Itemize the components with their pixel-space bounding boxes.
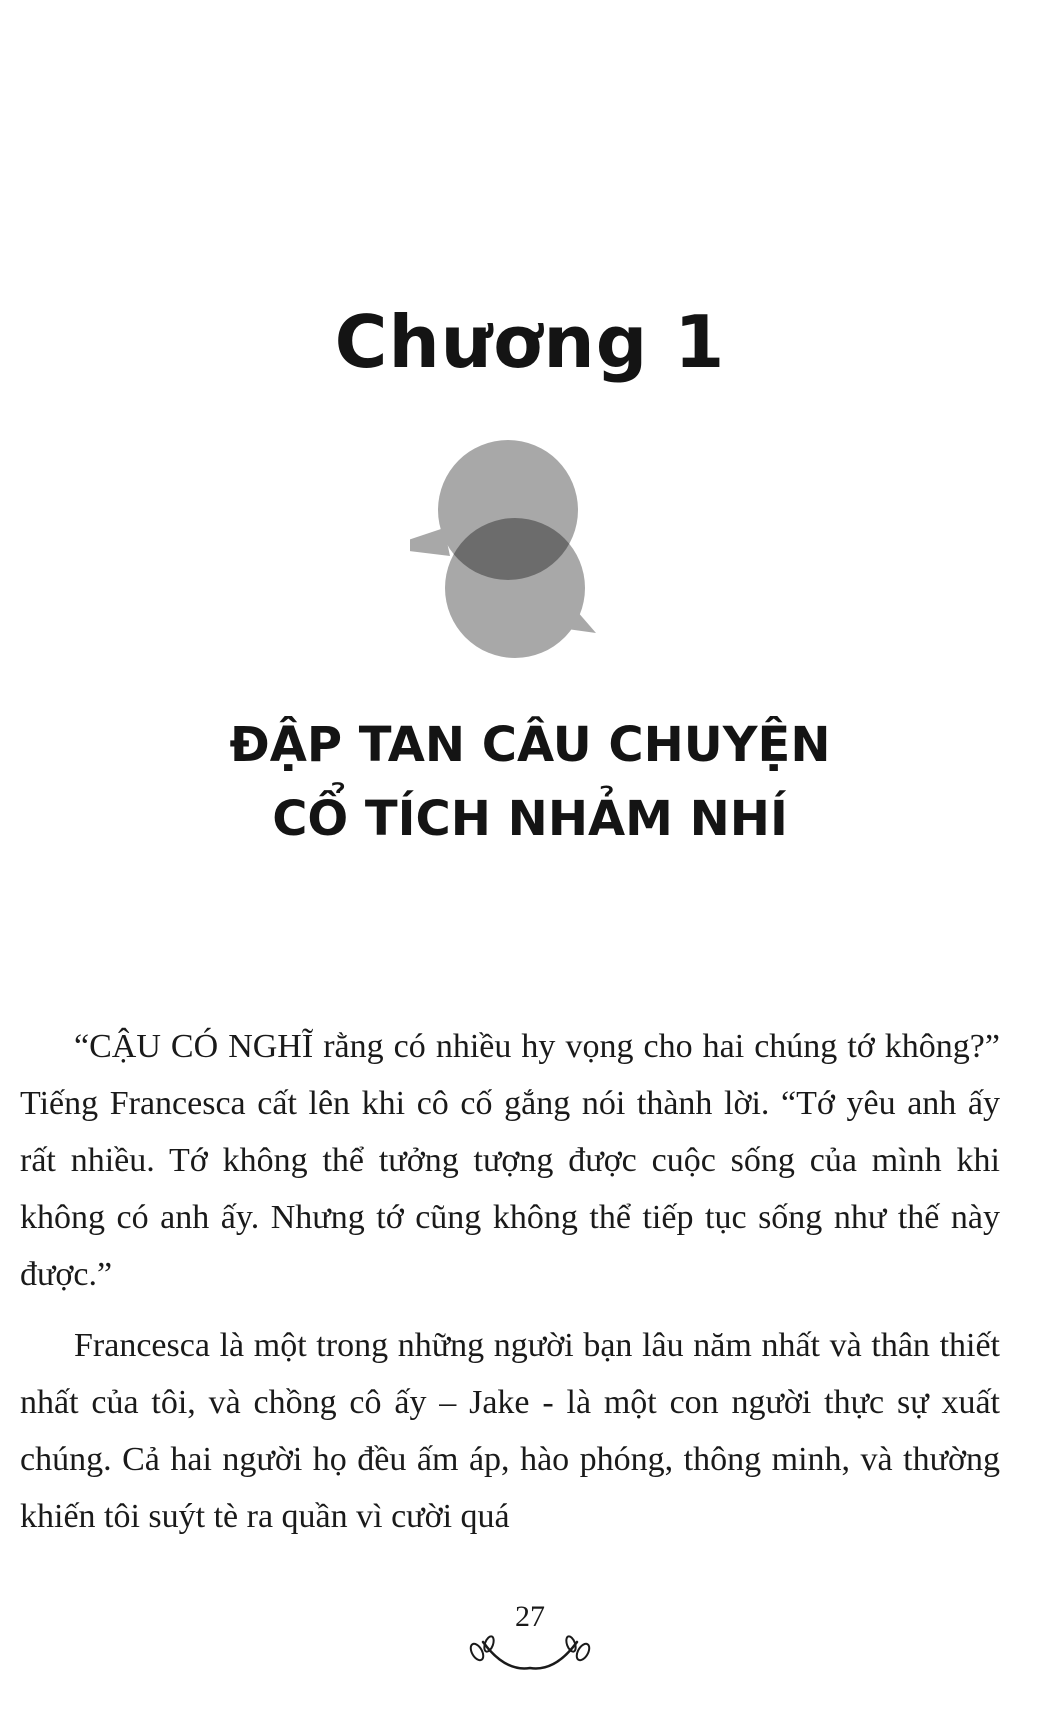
paragraph: Francesca là một trong những người bạn lâu năm nhất và thân thiết nhất của tôi, và chồng cô ấy – Jake - là một con người thực sự xuất chúng. Cả hai người họ đều ấm áp, hào phóng, thông minh, và thường khiến tôi suýt tè ra quần vì cười quá [20, 1327, 1000, 1535]
body-text [20, 1018, 1000, 1559]
chapter-title [0, 708, 1060, 856]
leaf-swash-ornament-icon [455, 1630, 605, 1680]
paragraph: “CẬU CÓ NGHĨ rằng có nhiều hy vọng cho hai chúng tớ không?” Tiếng Francesca cất lên khi cô cố gắng nói thành lời. “Tớ yêu anh ấy rất nhiều. Tớ không thể tưởng tượng được cuộc sống của mình khi không có anh ấy. Nhưng tớ cũng không thể tiếp tục sống như thế này được.” [20, 1028, 1000, 1293]
chapter-title-line-1: ĐẬP TAN CÂU CHUYỆN [229, 717, 831, 773]
chapter-title-line-2: CỔ TÍCH NHẢM NHÍ [272, 791, 788, 847]
speech-bubbles-icon [410, 428, 610, 668]
page-footer [455, 1600, 605, 1680]
page-number: 27 [515, 1600, 545, 1633]
chapter-label: Chương 1 [334, 300, 726, 384]
